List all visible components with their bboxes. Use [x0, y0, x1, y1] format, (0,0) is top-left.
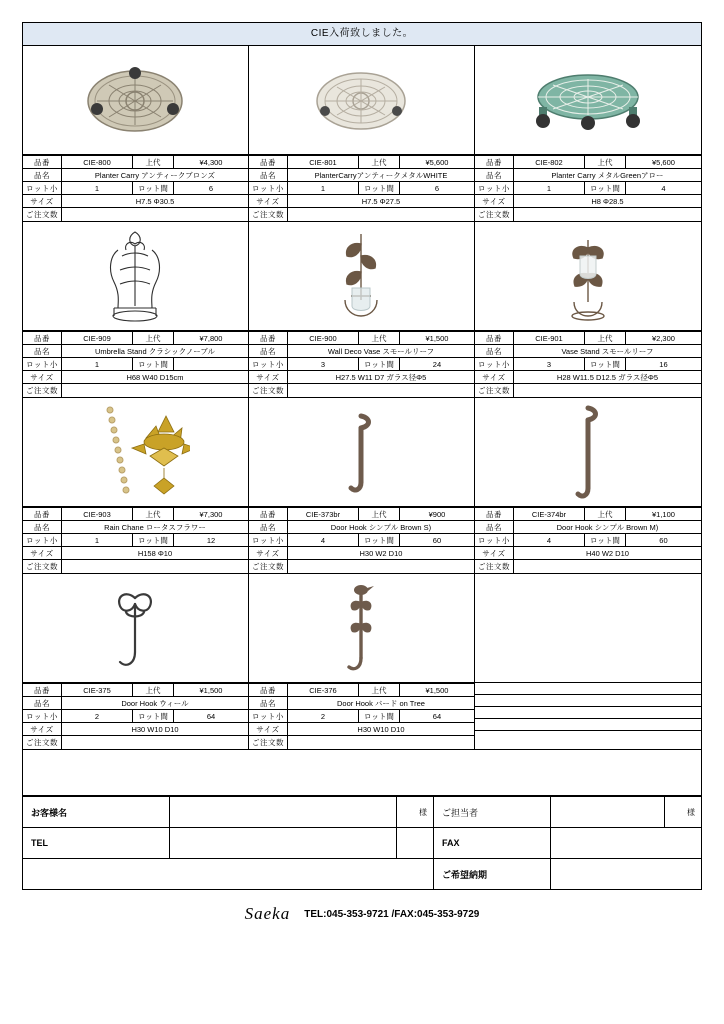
value-price: ¥4,300 — [174, 156, 248, 169]
label-size: サイズ — [249, 723, 288, 736]
value-price: ¥1,500 — [399, 332, 473, 345]
order-qty-input[interactable] — [513, 384, 700, 398]
delivery-spacer — [23, 859, 434, 890]
value-lot-case — [174, 358, 248, 371]
value-name: Door Hook ウィール — [62, 697, 248, 710]
value-lot-case: 6 — [399, 182, 473, 195]
label-lot-small: ロット小 — [23, 534, 62, 547]
wall-deco-vase-icon — [321, 226, 401, 326]
contact-person-input[interactable] — [551, 797, 665, 828]
product-image — [475, 222, 701, 331]
label-lot-small: ロット小 — [23, 358, 62, 371]
product-spec-table — [249, 507, 474, 573]
value-price: ¥1,500 — [399, 684, 473, 697]
label-size: サイズ — [249, 547, 288, 560]
label-size: サイズ — [475, 371, 514, 384]
label-price: 上代 — [584, 332, 625, 345]
value-size: H8 Φ28.5 — [513, 195, 700, 208]
label-lot-case: ロット間 — [133, 710, 174, 723]
product-spec-table — [475, 507, 701, 573]
value-size: H30 W10 D10 — [287, 723, 473, 736]
empty-image-area — [475, 574, 701, 683]
label-lot-case: ロット間 — [584, 358, 625, 371]
label-lot-case: ロット間 — [358, 534, 399, 547]
product-row — [23, 46, 701, 222]
label-code: 品番 — [475, 332, 514, 345]
value-size: H28 W11.5 D12.5 ガラス径Φ5 — [513, 371, 700, 384]
product-spec-table — [23, 683, 248, 749]
value-code: CIE-374br — [513, 508, 584, 521]
label-lot-small: ロット小 — [23, 182, 62, 195]
value-lot-small: 2 — [287, 710, 358, 723]
fax-label: FAX — [434, 828, 551, 859]
value-lot-small: 1 — [287, 182, 358, 195]
label-order-qty: ご注文数 — [475, 384, 514, 398]
product-grid — [22, 45, 702, 750]
value-name: Umbrella Stand クラシックノーブル — [62, 345, 248, 358]
planter-carry-round-green-icon — [523, 57, 653, 143]
product-image — [249, 398, 474, 507]
order-qty-input[interactable] — [287, 560, 473, 574]
value-lot-small: 4 — [513, 534, 584, 547]
label-order-qty: ご注文数 — [249, 560, 288, 574]
label-code: 品番 — [23, 684, 62, 697]
label-code: 品番 — [23, 156, 62, 169]
label-order-qty: ご注文数 — [23, 208, 62, 222]
label-name: 品名 — [23, 697, 62, 710]
value-name: Rain Chane ロータスフラワー — [62, 521, 248, 534]
product-spec-table — [249, 331, 474, 397]
value-lot-small: 1 — [513, 182, 584, 195]
label-size: サイズ — [249, 371, 288, 384]
label-price: 上代 — [358, 508, 399, 521]
vase-stand-icon — [548, 226, 628, 326]
value-price: ¥7,800 — [174, 332, 248, 345]
product-image — [23, 574, 248, 683]
contact-person-label: ご担当者 — [434, 797, 551, 828]
value-size: H7.5 Φ27.5 — [287, 195, 473, 208]
empty-product-slot — [475, 574, 701, 750]
planter-carry-round-white-icon — [301, 57, 421, 143]
label-code: 品番 — [249, 156, 288, 169]
label-lot-small: ロット小 — [23, 710, 62, 723]
value-size: H30 W2 D10 — [287, 547, 473, 560]
label-code: 品番 — [23, 508, 62, 521]
value-size: H30 W10 D10 — [62, 723, 248, 736]
value-name: Planter Carry アンティークブロンズ — [62, 169, 248, 182]
label-name: 品名 — [23, 169, 62, 182]
value-lot-small: 2 — [62, 710, 133, 723]
value-code: CIE-375 — [62, 684, 133, 697]
product-spec-table — [23, 155, 248, 221]
label-lot-case: ロット間 — [358, 182, 399, 195]
value-code: CIE-373br — [287, 508, 358, 521]
value-lot-case: 24 — [399, 358, 473, 371]
label-lot-case: ロット間 — [358, 710, 399, 723]
value-name: PlanterCarryアンティークメタルWHITE — [287, 169, 473, 182]
product-card — [23, 398, 249, 574]
value-code: CIE-900 — [287, 332, 358, 345]
label-lot-small: ロット小 — [249, 358, 288, 371]
product-image — [23, 398, 248, 507]
label-name: 品名 — [475, 169, 514, 182]
fax-input[interactable] — [551, 828, 702, 859]
label-name: 品名 — [249, 521, 288, 534]
product-card — [475, 398, 701, 574]
order-qty-input[interactable] — [287, 208, 473, 222]
customer-name-input[interactable] — [170, 797, 397, 828]
label-order-qty: ご注文数 — [249, 736, 288, 750]
product-card — [249, 46, 475, 222]
label-order-qty: ご注文数 — [23, 384, 62, 398]
door-hook-simple-s-icon — [331, 404, 391, 500]
value-lot-case: 64 — [399, 710, 473, 723]
rain-chain-lotus-icon — [80, 402, 190, 502]
value-code: CIE-802 — [513, 156, 584, 169]
label-order-qty: ご注文数 — [23, 736, 62, 750]
label-lot-small: ロット小 — [475, 358, 514, 371]
label-price: 上代 — [584, 156, 625, 169]
delivery-date-label: ご希望納期 — [434, 859, 551, 890]
label-code: 品番 — [249, 332, 288, 345]
label-code: 品番 — [475, 508, 514, 521]
label-size: サイズ — [475, 195, 514, 208]
product-spec-table — [475, 331, 701, 397]
product-spec-table — [475, 155, 701, 221]
order-qty-input[interactable] — [62, 384, 248, 398]
value-lot-case: 4 — [625, 182, 700, 195]
page-title: CIE入荷致しました。 — [22, 22, 702, 45]
value-price: ¥5,600 — [625, 156, 700, 169]
label-name: 品名 — [249, 169, 288, 182]
product-spec-table — [249, 683, 474, 749]
tel-input[interactable] — [170, 828, 397, 859]
product-image — [475, 46, 701, 155]
contact-sama: 様 — [665, 797, 702, 828]
label-name: 品名 — [249, 345, 288, 358]
label-lot-small: ロット小 — [249, 182, 288, 195]
order-qty-input[interactable] — [287, 384, 473, 398]
label-lot-case: ロット間 — [133, 182, 174, 195]
product-spec-table — [23, 331, 248, 397]
value-lot-case: 16 — [625, 358, 700, 371]
product-card — [475, 46, 701, 222]
delivery-date-input[interactable] — [551, 859, 702, 890]
product-image — [475, 398, 701, 507]
value-lot-case: 60 — [625, 534, 700, 547]
value-price: ¥5,600 — [399, 156, 473, 169]
value-lot-case: 60 — [399, 534, 473, 547]
product-row — [23, 222, 701, 398]
label-lot-case: ロット間 — [584, 534, 625, 547]
label-order-qty: ご注文数 — [249, 208, 288, 222]
contact-tel-fax: TEL:045-353-9721 /FAX:045-353-9729 — [304, 908, 480, 920]
umbrella-stand-icon — [90, 226, 180, 326]
value-code: CIE-800 — [62, 156, 133, 169]
product-card — [249, 398, 475, 574]
product-card — [23, 46, 249, 222]
value-code: CIE-903 — [62, 508, 133, 521]
product-row — [23, 574, 701, 750]
label-price: 上代 — [358, 332, 399, 345]
product-spec-table — [249, 155, 474, 221]
label-order-qty: ご注文数 — [475, 560, 514, 574]
value-size: H27.5 W11 D7 ガラス径Φ5 — [287, 371, 473, 384]
label-price: 上代 — [358, 156, 399, 169]
value-lot-case: 64 — [174, 710, 248, 723]
value-size: H7.5 Φ30.5 — [62, 195, 248, 208]
order-footer — [22, 796, 702, 890]
notes-blank-area[interactable] — [22, 750, 702, 796]
value-price: ¥900 — [399, 508, 473, 521]
value-lot-small: 3 — [287, 358, 358, 371]
value-code: CIE-801 — [287, 156, 358, 169]
label-code: 品番 — [249, 684, 288, 697]
product-row — [23, 398, 701, 574]
product-image — [23, 46, 248, 155]
value-name: Door Hook バード on Tree — [287, 697, 473, 710]
value-size: H68 W40 D15cm — [62, 371, 248, 384]
value-price: ¥1,500 — [174, 684, 248, 697]
label-price: 上代 — [133, 156, 174, 169]
value-lot-case: 12 — [174, 534, 248, 547]
fax-spacer — [397, 828, 434, 859]
value-price: ¥1,100 — [625, 508, 700, 521]
product-image — [23, 222, 248, 331]
label-price: 上代 — [133, 508, 174, 521]
order-qty-input[interactable] — [513, 208, 700, 222]
label-lot-small: ロット小 — [475, 534, 514, 547]
value-lot-small: 3 — [513, 358, 584, 371]
value-price: ¥7,300 — [174, 508, 248, 521]
label-order-qty: ご注文数 — [475, 208, 514, 222]
value-size: H158 Φ10 — [62, 547, 248, 560]
label-lot-case: ロット間 — [358, 358, 399, 371]
label-lot-small: ロット小 — [475, 182, 514, 195]
label-lot-case: ロット間 — [584, 182, 625, 195]
label-lot-small: ロット小 — [249, 710, 288, 723]
door-hook-simple-m-icon — [558, 402, 618, 502]
label-code: 品番 — [475, 156, 514, 169]
value-code: CIE-901 — [513, 332, 584, 345]
label-price: 上代 — [358, 684, 399, 697]
empty-spec-area — [475, 683, 701, 744]
label-size: サイズ — [23, 547, 62, 560]
product-card — [23, 222, 249, 398]
label-price: 上代 — [133, 684, 174, 697]
label-name: 品名 — [23, 345, 62, 358]
tel-label: TEL — [23, 828, 170, 859]
label-lot-case: ロット間 — [133, 358, 174, 371]
label-size: サイズ — [23, 723, 62, 736]
label-size: サイズ — [475, 547, 514, 560]
customer-name-label: お客様名 — [23, 797, 170, 828]
planter-carry-round-bronze-icon — [75, 57, 195, 143]
order-qty-input[interactable] — [62, 208, 248, 222]
label-name: 品名 — [475, 345, 514, 358]
label-size: サイズ — [23, 371, 62, 384]
order-qty-input[interactable] — [62, 736, 248, 750]
product-image — [249, 222, 474, 331]
product-card — [475, 222, 701, 398]
order-qty-input[interactable] — [513, 560, 700, 574]
order-qty-input[interactable] — [62, 560, 248, 574]
door-hook-bird-on-tree-icon — [326, 578, 396, 678]
label-order-qty: ご注文数 — [23, 560, 62, 574]
value-lot-case: 6 — [174, 182, 248, 195]
order-qty-input[interactable] — [287, 736, 473, 750]
label-lot-small: ロット小 — [249, 534, 288, 547]
value-name: Door Hook シンプル Brown S) — [287, 521, 473, 534]
label-price: 上代 — [133, 332, 174, 345]
value-name: Planter Carry メタルGreenアロー — [513, 169, 700, 182]
value-lot-small: 1 — [62, 534, 133, 547]
company-logo: Saeka — [244, 904, 291, 923]
label-code: 品番 — [23, 332, 62, 345]
label-size: サイズ — [249, 195, 288, 208]
value-price: ¥2,300 — [625, 332, 700, 345]
value-name: Door Hook シンプル Brown M) — [513, 521, 700, 534]
product-image — [249, 46, 474, 155]
door-hook-wheel-icon — [100, 578, 170, 678]
label-order-qty: ご注文数 — [249, 384, 288, 398]
value-lot-small: 1 — [62, 358, 133, 371]
value-code: CIE-376 — [287, 684, 358, 697]
product-image — [249, 574, 474, 683]
product-card — [23, 574, 249, 750]
value-size: H40 W2 D10 — [513, 547, 700, 560]
label-price: 上代 — [584, 508, 625, 521]
label-lot-case: ロット間 — [133, 534, 174, 547]
value-lot-small: 1 — [62, 182, 133, 195]
label-code: 品番 — [249, 508, 288, 521]
value-name: Wall Deco Vase スモールリーフ — [287, 345, 473, 358]
label-name: 品名 — [249, 697, 288, 710]
customer-sama: 様 — [397, 797, 434, 828]
product-card — [249, 222, 475, 398]
value-code: CIE-909 — [62, 332, 133, 345]
company-contact — [22, 904, 702, 924]
label-name: 品名 — [23, 521, 62, 534]
label-size: サイズ — [23, 195, 62, 208]
product-spec-table — [23, 507, 248, 573]
value-lot-small: 4 — [287, 534, 358, 547]
label-name: 品名 — [475, 521, 514, 534]
product-card — [249, 574, 475, 750]
value-name: Vase Stand スモールリーフ — [513, 345, 700, 358]
